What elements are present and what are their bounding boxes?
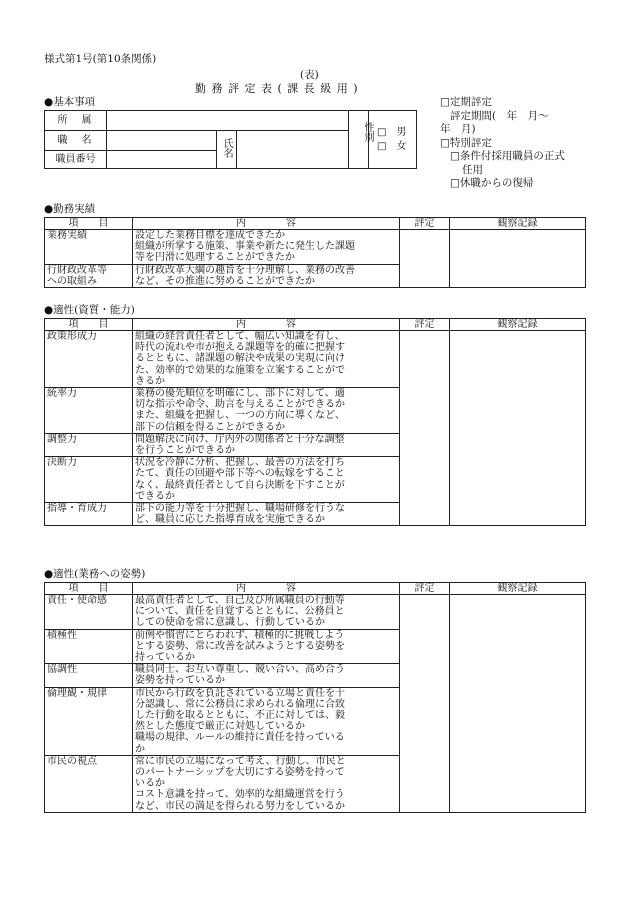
- item-name: 協調性: [45, 664, 133, 687]
- item-name: [45, 264, 133, 287]
- rating-field[interactable]: [400, 331, 450, 526]
- content-line: なく、最終責任者として自ら決断を下すことが: [135, 479, 345, 491]
- item-content: [133, 230, 400, 265]
- content-line: のパートナーシップを大切にする姿勢を持って: [135, 767, 345, 779]
- item-name: 決断力: [45, 457, 133, 503]
- content-line: 状況を冷静に分析、把握し、最善の方法を打ち: [135, 457, 345, 469]
- column-header-content: 内 容: [133, 583, 400, 595]
- regular-evaluation-checkbox[interactable]: □定期評定: [440, 96, 492, 108]
- item-content: [133, 433, 400, 456]
- content-line: できるか: [135, 490, 175, 502]
- content-line: 職場の規律、ルールの維持に責任を持っている: [135, 732, 345, 744]
- content-line: 時代の流れや市が抱える課題等を的確に把握す: [135, 342, 345, 354]
- content-line: また、組織を把握し、一つの方向に導くなど、: [135, 410, 345, 422]
- content-line: 持っているか: [135, 652, 195, 664]
- evaluation-period: 評定期間( 年 月～: [450, 109, 549, 122]
- column-header-content: 内 容: [133, 218, 400, 230]
- observation-field[interactable]: [450, 595, 586, 813]
- item-name-line: への取組み: [47, 275, 97, 287]
- content-line: しての使命を常に意識し、行動しているか: [135, 617, 325, 629]
- content-line: 常に市民の立場になって考え、行動し、市民と: [135, 755, 346, 767]
- content-line: るとともに、諸課題の解決や成果の実現に向け: [135, 353, 345, 365]
- content-line: について、責任を自覚するとともに、公務員と: [135, 606, 345, 618]
- affiliation-label: 所 属: [45, 111, 107, 131]
- evaluation-table: [44, 582, 586, 813]
- name-field[interactable]: [237, 131, 349, 169]
- item-name: 指導・育成力: [45, 503, 133, 526]
- table-row: [45, 230, 586, 265]
- item-content: [133, 331, 400, 388]
- content-line: コスト意識を持って、効率的な組織運営を行う: [135, 789, 345, 801]
- content-line: 組織の経営責任者として、幅広い知識を有し、: [135, 331, 345, 342]
- item-name: 倫理観・規律: [45, 687, 133, 755]
- item-content: [133, 457, 400, 503]
- basic-info-table: [44, 110, 417, 169]
- item-content: [133, 629, 400, 664]
- evaluation-table: [44, 217, 586, 288]
- content-line: など、市民の満足を得られる努力をしているか: [135, 800, 345, 812]
- column-header-item: 項 目: [45, 583, 133, 595]
- content-line: か: [135, 743, 145, 755]
- conditional-appointment-cont: 任用: [462, 163, 483, 176]
- content-line: とする姿勢、常に改善を試みようとする姿勢を: [135, 640, 345, 652]
- form-number: 様式第1号(第10条関係): [44, 53, 157, 65]
- item-name: 責任・使命感: [45, 595, 133, 630]
- item-name: 市民の視点: [45, 755, 133, 812]
- content-line: いるか: [135, 778, 165, 790]
- content-line: 設定した業務目標を達成できたか: [135, 230, 285, 241]
- column-header-observation: 観察記録: [450, 583, 586, 595]
- item-name: 政策形成力: [45, 331, 133, 388]
- item-name: 積極性: [45, 629, 133, 664]
- column-header-rating: 評定: [400, 319, 450, 331]
- item-content: [133, 595, 400, 630]
- position-field[interactable]: [107, 131, 217, 151]
- content-line: 等を円滑に処理することができたか: [135, 252, 295, 264]
- staff-number-label: 職員番号: [45, 151, 107, 169]
- column-header-observation: 観察記録: [450, 319, 586, 331]
- rating-field[interactable]: [400, 230, 450, 288]
- evaluation-type: [440, 96, 565, 191]
- evaluation-table: [44, 318, 586, 526]
- content-line: 分認識し、常に公務員に求められる倫理に合致: [135, 698, 345, 710]
- male-checkbox[interactable]: □ 男: [377, 126, 407, 138]
- content-line: 部下の能力等を十分把握し、職場研修を行うな: [135, 503, 345, 515]
- content-line: たて、責任の回避や部下等への転嫁をすること: [135, 468, 345, 480]
- table-row: [45, 595, 586, 630]
- content-line: 市民から行政を負託されている立場と責任を十: [135, 687, 345, 699]
- basic-heading: ●基本事項: [44, 96, 96, 108]
- position-label: 職 名: [45, 131, 107, 151]
- column-header-content: 内 容: [133, 319, 400, 331]
- column-header-item: 項 目: [45, 319, 133, 331]
- item-name: 業務実績: [45, 230, 133, 265]
- content-line: 切な指示や命令、助言を与えることができるか: [135, 399, 345, 411]
- item-name-line: 行財政改革等: [47, 264, 107, 276]
- female-checkbox[interactable]: □ 女: [377, 140, 407, 152]
- section-heading: ●勤務実績: [44, 203, 96, 215]
- column-header-rating: 評定: [400, 218, 450, 230]
- content-line: 最高責任者として、自己及び所属職員の行動等: [135, 595, 345, 606]
- content-line: した行動を取るとともに、不正に対しては、毅: [135, 710, 345, 722]
- sex-label: 性別: [349, 111, 369, 169]
- content-line: 職員同士、お互い尊重し、競い合い、高め合う: [135, 664, 345, 676]
- section-heading: ●適性(業務への姿勢): [44, 568, 146, 580]
- content-line: 組織が所掌する施策、事業や新たに発生した課題: [135, 241, 355, 253]
- content-line: きるか: [135, 375, 165, 387]
- item-name: 統率力: [45, 388, 133, 434]
- column-header-item: 項 目: [45, 218, 133, 230]
- rating-field[interactable]: [400, 595, 450, 813]
- item-content: [133, 687, 400, 755]
- content-line: を行うことができるか: [135, 445, 235, 457]
- item-content: [133, 388, 400, 434]
- observation-field[interactable]: [450, 230, 586, 288]
- content-line: 姿勢を持っているか: [135, 675, 225, 687]
- item-content: [133, 264, 400, 287]
- section-heading: ●適性(資質・能力): [44, 304, 135, 316]
- content-line: など、その推進に努めることができたか: [135, 275, 315, 287]
- evaluation-period-end: 年 月): [440, 123, 476, 135]
- content-line: 前例や慣習にとらわれず、積極的に挑戦しよう: [135, 629, 345, 641]
- content-line: 問題解決に向け、庁内外の関係者と十分な調整: [135, 433, 345, 445]
- page-title: 勤 務 評 定 表 ( 課 長 級 用 ): [195, 82, 359, 95]
- content-line: 業務の優先順位を明確にし、部下に対して、適: [135, 388, 345, 400]
- item-content: [133, 755, 400, 812]
- content-line: 然とした態度で厳正に対処しているか: [135, 721, 305, 733]
- item-name: 調整力: [45, 433, 133, 456]
- reinstatement-checkbox[interactable]: □休職からの復帰: [450, 177, 534, 189]
- item-content: [133, 503, 400, 526]
- content-line: 部下の信頼を得ることができるか: [135, 421, 285, 433]
- content-line: た、効率的で効果的な施策を立案することがで: [135, 364, 345, 376]
- content-line: ど、職員に応じた指導育成を実施できるか: [135, 514, 325, 526]
- form-side-label: (表): [300, 69, 319, 81]
- observation-field[interactable]: [450, 331, 586, 526]
- special-evaluation-checkbox[interactable]: □特別評定: [440, 136, 492, 149]
- column-header-observation: 観察記録: [450, 218, 586, 230]
- content-line: 行財政改革大綱の趣旨を十分理解し、業務の改善: [135, 264, 355, 276]
- affiliation-field[interactable]: [107, 111, 349, 131]
- name-label: 氏名: [217, 131, 237, 169]
- column-header-rating: 評定: [400, 583, 450, 595]
- table-row: [45, 331, 586, 388]
- item-content: [133, 664, 400, 687]
- conditional-appointment-checkbox[interactable]: □条件付採用職員の正式: [450, 150, 565, 162]
- staff-number-field[interactable]: [107, 151, 217, 169]
